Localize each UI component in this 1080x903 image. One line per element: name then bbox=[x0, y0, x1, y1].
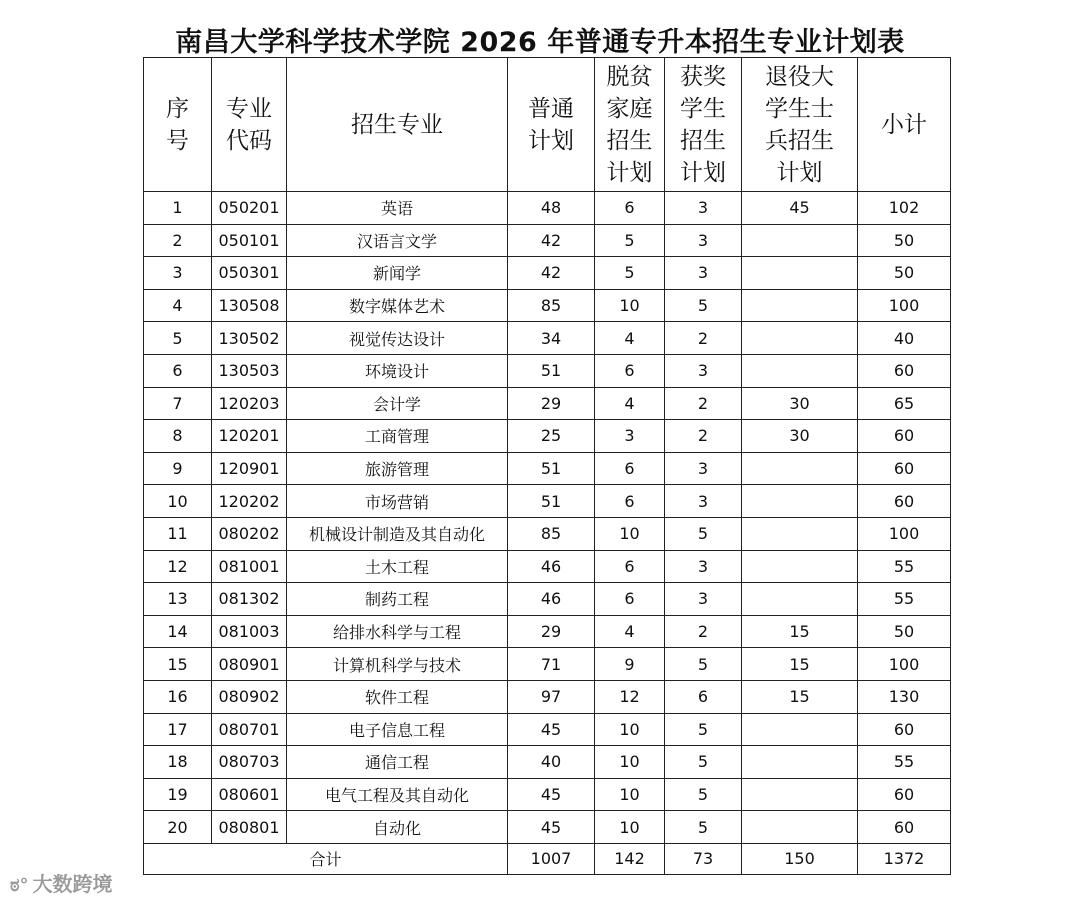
page-title: 南昌大学科学技术学院 2026 年普通专升本招生专业计划表 bbox=[175, 27, 905, 58]
cell-poverty: 6 bbox=[595, 485, 665, 518]
cell-veteran: 15 bbox=[742, 648, 858, 681]
cell-major: 土木工程 bbox=[287, 550, 508, 583]
cell-veteran bbox=[742, 289, 858, 322]
total-subtotal: 1372 bbox=[858, 843, 951, 874]
cell-seq: 15 bbox=[144, 648, 212, 681]
cell-subtotal: 60 bbox=[858, 811, 951, 844]
cell-regular: 71 bbox=[508, 648, 595, 681]
table-row bbox=[144, 485, 951, 518]
cell-seq: 17 bbox=[144, 713, 212, 746]
cell-regular: 34 bbox=[508, 322, 595, 355]
cell-major: 软件工程 bbox=[287, 680, 508, 713]
cell-major: 会计学 bbox=[287, 387, 508, 420]
cell-code: 130503 bbox=[212, 354, 287, 387]
cell-regular: 51 bbox=[508, 485, 595, 518]
header-seq bbox=[144, 58, 212, 192]
cell-subtotal: 55 bbox=[858, 746, 951, 779]
cell-major: 汉语言文学 bbox=[287, 224, 508, 257]
cell-award: 5 bbox=[665, 517, 742, 550]
total-veteran: 150 bbox=[742, 843, 858, 874]
table-row bbox=[144, 615, 951, 648]
header-major bbox=[287, 58, 508, 192]
cell-major: 英语 bbox=[287, 192, 508, 225]
table-row bbox=[144, 257, 951, 290]
cell-code: 080801 bbox=[212, 811, 287, 844]
cell-code: 120202 bbox=[212, 485, 287, 518]
cell-award: 5 bbox=[665, 648, 742, 681]
cell-subtotal: 130 bbox=[858, 680, 951, 713]
cell-major: 给排水科学与工程 bbox=[287, 615, 508, 648]
cell-regular: 45 bbox=[508, 778, 595, 811]
total-regular: 1007 bbox=[508, 843, 595, 874]
cell-seq: 7 bbox=[144, 387, 212, 420]
cell-code: 081302 bbox=[212, 583, 287, 616]
watermark-text: 大数跨境 bbox=[32, 872, 113, 896]
cell-subtotal: 50 bbox=[858, 615, 951, 648]
cell-seq: 9 bbox=[144, 452, 212, 485]
weibo-logo-icon: ಠ° bbox=[10, 875, 29, 896]
cell-code: 120203 bbox=[212, 387, 287, 420]
cell-major: 旅游管理 bbox=[287, 452, 508, 485]
cell-veteran bbox=[742, 746, 858, 779]
cell-regular: 85 bbox=[508, 289, 595, 322]
cell-major: 制药工程 bbox=[287, 583, 508, 616]
cell-seq: 16 bbox=[144, 680, 212, 713]
cell-major: 工商管理 bbox=[287, 420, 508, 453]
header-poverty bbox=[595, 58, 665, 192]
watermark bbox=[10, 868, 113, 897]
cell-code: 130502 bbox=[212, 322, 287, 355]
table-row bbox=[144, 811, 951, 844]
cell-poverty: 6 bbox=[595, 192, 665, 225]
cell-award: 2 bbox=[665, 322, 742, 355]
cell-regular: 29 bbox=[508, 615, 595, 648]
cell-poverty: 10 bbox=[595, 289, 665, 322]
cell-seq: 6 bbox=[144, 354, 212, 387]
header-award-line: 学生 bbox=[680, 95, 726, 122]
cell-subtotal: 60 bbox=[858, 452, 951, 485]
cell-major: 自动化 bbox=[287, 811, 508, 844]
cell-award: 3 bbox=[665, 224, 742, 257]
cell-veteran bbox=[742, 485, 858, 518]
header-award-line: 招生 bbox=[680, 127, 726, 154]
table-row bbox=[144, 778, 951, 811]
cell-poverty: 4 bbox=[595, 322, 665, 355]
cell-poverty: 10 bbox=[595, 778, 665, 811]
cell-subtotal: 40 bbox=[858, 322, 951, 355]
header-code bbox=[212, 58, 287, 192]
cell-regular: 45 bbox=[508, 811, 595, 844]
header-seq-line: 号 bbox=[166, 127, 189, 154]
cell-code: 081003 bbox=[212, 615, 287, 648]
cell-code: 120901 bbox=[212, 452, 287, 485]
cell-regular: 40 bbox=[508, 746, 595, 779]
cell-seq: 13 bbox=[144, 583, 212, 616]
cell-veteran bbox=[742, 354, 858, 387]
table-row bbox=[144, 322, 951, 355]
table-row bbox=[144, 648, 951, 681]
cell-poverty: 10 bbox=[595, 746, 665, 779]
cell-regular: 51 bbox=[508, 452, 595, 485]
cell-major: 电子信息工程 bbox=[287, 713, 508, 746]
cell-seq: 5 bbox=[144, 322, 212, 355]
cell-veteran bbox=[742, 811, 858, 844]
cell-seq: 12 bbox=[144, 550, 212, 583]
cell-poverty: 6 bbox=[595, 550, 665, 583]
table-footer bbox=[144, 843, 951, 874]
total-award: 73 bbox=[665, 843, 742, 874]
cell-award: 3 bbox=[665, 192, 742, 225]
cell-major: 计算机科学与技术 bbox=[287, 648, 508, 681]
cell-major: 电气工程及其自动化 bbox=[287, 778, 508, 811]
cell-veteran bbox=[742, 322, 858, 355]
cell-poverty: 9 bbox=[595, 648, 665, 681]
table-row bbox=[144, 583, 951, 616]
cell-veteran: 15 bbox=[742, 615, 858, 648]
cell-award: 3 bbox=[665, 583, 742, 616]
table-row bbox=[144, 387, 951, 420]
cell-award: 5 bbox=[665, 746, 742, 779]
table-row bbox=[144, 224, 951, 257]
cell-award: 5 bbox=[665, 713, 742, 746]
cell-code: 080202 bbox=[212, 517, 287, 550]
header-veteran-line: 计划 bbox=[776, 159, 823, 186]
cell-seq: 18 bbox=[144, 746, 212, 779]
cell-seq: 8 bbox=[144, 420, 212, 453]
header-veteran-line: 兵招生 bbox=[765, 127, 834, 154]
table-row bbox=[144, 746, 951, 779]
cell-veteran bbox=[742, 778, 858, 811]
header-subtotal bbox=[858, 58, 951, 192]
cell-code: 080701 bbox=[212, 713, 287, 746]
table-row bbox=[144, 713, 951, 746]
cell-seq: 10 bbox=[144, 485, 212, 518]
cell-code: 080703 bbox=[212, 746, 287, 779]
header-subtotal-line: 小计 bbox=[881, 111, 927, 138]
cell-major: 新闻学 bbox=[287, 257, 508, 290]
cell-poverty: 12 bbox=[595, 680, 665, 713]
cell-poverty: 10 bbox=[595, 713, 665, 746]
header-code-line: 代码 bbox=[226, 127, 272, 154]
table-row bbox=[144, 517, 951, 550]
cell-regular: 29 bbox=[508, 387, 595, 420]
cell-award: 3 bbox=[665, 354, 742, 387]
cell-award: 6 bbox=[665, 680, 742, 713]
cell-seq: 2 bbox=[144, 224, 212, 257]
cell-subtotal: 60 bbox=[858, 485, 951, 518]
cell-regular: 48 bbox=[508, 192, 595, 225]
header-award bbox=[665, 58, 742, 192]
cell-subtotal: 102 bbox=[858, 192, 951, 225]
cell-poverty: 6 bbox=[595, 354, 665, 387]
cell-poverty: 10 bbox=[595, 517, 665, 550]
cell-subtotal: 60 bbox=[858, 354, 951, 387]
cell-regular: 45 bbox=[508, 713, 595, 746]
table-row bbox=[144, 680, 951, 713]
cell-seq: 14 bbox=[144, 615, 212, 648]
header-veteran bbox=[742, 58, 858, 192]
table-row bbox=[144, 452, 951, 485]
cell-regular: 46 bbox=[508, 583, 595, 616]
cell-award: 3 bbox=[665, 550, 742, 583]
cell-regular: 42 bbox=[508, 257, 595, 290]
header-regular-line: 普通 bbox=[528, 95, 574, 122]
cell-regular: 51 bbox=[508, 354, 595, 387]
cell-major: 市场营销 bbox=[287, 485, 508, 518]
cell-major: 机械设计制造及其自动化 bbox=[287, 517, 508, 550]
cell-major: 视觉传达设计 bbox=[287, 322, 508, 355]
cell-award: 2 bbox=[665, 615, 742, 648]
total-label: 合计 bbox=[144, 843, 508, 874]
cell-seq: 20 bbox=[144, 811, 212, 844]
cell-regular: 46 bbox=[508, 550, 595, 583]
cell-regular: 42 bbox=[508, 224, 595, 257]
cell-poverty: 6 bbox=[595, 583, 665, 616]
cell-regular: 97 bbox=[508, 680, 595, 713]
cell-seq: 4 bbox=[144, 289, 212, 322]
cell-subtotal: 100 bbox=[858, 289, 951, 322]
cell-veteran: 30 bbox=[742, 420, 858, 453]
cell-award: 5 bbox=[665, 778, 742, 811]
header-regular bbox=[508, 58, 595, 192]
header-poverty-line: 招生 bbox=[606, 127, 653, 154]
cell-veteran bbox=[742, 452, 858, 485]
cell-code: 081001 bbox=[212, 550, 287, 583]
cell-subtotal: 60 bbox=[858, 778, 951, 811]
cell-poverty: 6 bbox=[595, 452, 665, 485]
cell-award: 5 bbox=[665, 811, 742, 844]
cell-poverty: 4 bbox=[595, 387, 665, 420]
cell-code: 050301 bbox=[212, 257, 287, 290]
cell-veteran: 15 bbox=[742, 680, 858, 713]
cell-major: 环境设计 bbox=[287, 354, 508, 387]
cell-award: 2 bbox=[665, 387, 742, 420]
cell-code: 120201 bbox=[212, 420, 287, 453]
header-major-line: 招生专业 bbox=[351, 111, 443, 138]
header-veteran-line: 学生士 bbox=[765, 95, 834, 122]
table-row bbox=[144, 550, 951, 583]
header-poverty-line: 家庭 bbox=[606, 95, 653, 122]
cell-award: 5 bbox=[665, 289, 742, 322]
cell-poverty: 3 bbox=[595, 420, 665, 453]
table-row bbox=[144, 354, 951, 387]
cell-major: 数字媒体艺术 bbox=[287, 289, 508, 322]
total-poverty: 142 bbox=[595, 843, 665, 874]
header-seq-line: 序 bbox=[166, 95, 189, 122]
cell-veteran bbox=[742, 224, 858, 257]
table-header bbox=[144, 58, 951, 192]
cell-award: 2 bbox=[665, 420, 742, 453]
cell-poverty: 4 bbox=[595, 615, 665, 648]
cell-subtotal: 65 bbox=[858, 387, 951, 420]
cell-veteran: 30 bbox=[742, 387, 858, 420]
header-poverty-line: 计划 bbox=[606, 159, 653, 186]
header-code-line: 专业 bbox=[226, 95, 272, 122]
cell-poverty: 10 bbox=[595, 811, 665, 844]
cell-code: 080901 bbox=[212, 648, 287, 681]
cell-regular: 85 bbox=[508, 517, 595, 550]
cell-major: 通信工程 bbox=[287, 746, 508, 779]
cell-seq: 3 bbox=[144, 257, 212, 290]
cell-subtotal: 60 bbox=[858, 420, 951, 453]
table-row bbox=[144, 420, 951, 453]
header-award-line: 获奖 bbox=[680, 63, 726, 90]
cell-code: 130508 bbox=[212, 289, 287, 322]
cell-subtotal: 55 bbox=[858, 583, 951, 616]
cell-subtotal: 50 bbox=[858, 224, 951, 257]
cell-poverty: 5 bbox=[595, 257, 665, 290]
cell-subtotal: 100 bbox=[858, 517, 951, 550]
cell-subtotal: 50 bbox=[858, 257, 951, 290]
cell-code: 050201 bbox=[212, 192, 287, 225]
cell-seq: 1 bbox=[144, 192, 212, 225]
header-poverty-line: 脱贫 bbox=[606, 63, 653, 90]
table-row bbox=[144, 192, 951, 225]
cell-veteran bbox=[742, 583, 858, 616]
cell-poverty: 5 bbox=[595, 224, 665, 257]
cell-veteran bbox=[742, 517, 858, 550]
cell-award: 3 bbox=[665, 485, 742, 518]
enrollment-plan-table bbox=[143, 57, 951, 875]
total-row bbox=[144, 843, 951, 874]
table-body bbox=[144, 192, 951, 844]
cell-seq: 19 bbox=[144, 778, 212, 811]
cell-code: 080601 bbox=[212, 778, 287, 811]
cell-code: 080902 bbox=[212, 680, 287, 713]
cell-award: 3 bbox=[665, 452, 742, 485]
cell-regular: 25 bbox=[508, 420, 595, 453]
cell-subtotal: 60 bbox=[858, 713, 951, 746]
header-veteran-line: 退役大 bbox=[765, 63, 834, 90]
cell-subtotal: 100 bbox=[858, 648, 951, 681]
table-row bbox=[144, 289, 951, 322]
cell-seq: 11 bbox=[144, 517, 212, 550]
cell-subtotal: 55 bbox=[858, 550, 951, 583]
cell-veteran bbox=[742, 550, 858, 583]
cell-veteran: 45 bbox=[742, 192, 858, 225]
cell-code: 050101 bbox=[212, 224, 287, 257]
header-regular-line: 计划 bbox=[528, 127, 574, 154]
cell-award: 3 bbox=[665, 257, 742, 290]
cell-veteran bbox=[742, 257, 858, 290]
cell-veteran bbox=[742, 713, 858, 746]
header-award-line: 计划 bbox=[680, 159, 726, 186]
